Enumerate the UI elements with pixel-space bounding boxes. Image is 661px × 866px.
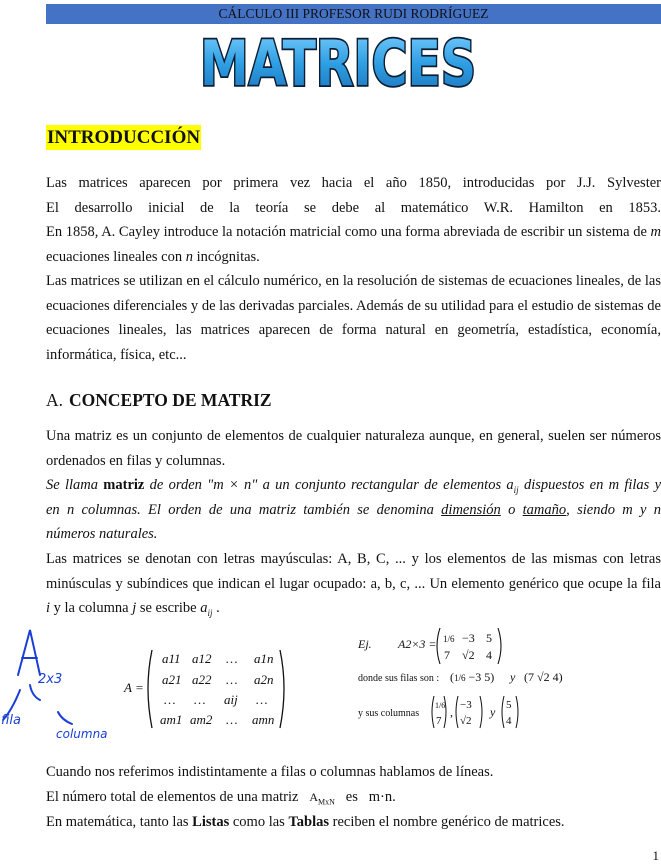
matrix-cell: … (256, 692, 268, 707)
example-cell: 4 (486, 648, 492, 662)
footer-line-1: Cuando nos referimos indistintamente a filas o columnas hablamos de líneas. (46, 764, 494, 780)
svg-text:,: , (450, 705, 453, 719)
matrix-cell: amn (252, 712, 275, 727)
matrix-cell: … (226, 651, 238, 666)
matrix-cell: a1n (254, 651, 274, 666)
matrix-cell: … (226, 672, 238, 687)
example-cell: 5 (486, 631, 492, 645)
matrices-logo (196, 27, 480, 100)
matrix-cell: a22 (192, 672, 212, 687)
example-label: Ej. (358, 637, 372, 651)
example-col-cell: √2 (460, 715, 472, 727)
section-title-concepto: A. CONCEPTO DE MATRIZ (46, 390, 272, 410)
example-col-cell: 1/6 (435, 701, 446, 710)
concept-paragraph-3: Las matrices se denotan con letras mayúsculas: A, B, C, ... y los elementos de las mismas con letras minúsculas y subíndices que indican el lugar ocupado: a, b, c, ... Un elemento genérico que ocupe la fila i y la columna j se escribe $a_{ij}$ . (46, 551, 661, 618)
general-matrix-label: A = (124, 680, 144, 695)
footer-line-3: En matemática, tanto las Listas como las Tablas reciben el nombre genérico de matrices. (46, 814, 565, 830)
matrix-cell: a11 (162, 651, 181, 666)
cols-caption: y sus columnas (358, 708, 420, 719)
example-col-cell: 7 (436, 715, 442, 727)
matrix-cell: aij (224, 692, 238, 707)
intro-title: INTRODUCCIÓN (47, 127, 201, 148)
footer-line-2: El número total de elementos de una matriz $A_{MxN}$ es m·n. (46, 789, 396, 807)
matrix-illustration (0, 620, 661, 750)
example-col-cell: 5 (506, 699, 512, 711)
example-cell: √2 (462, 648, 475, 662)
general-matrix (123, 650, 284, 728)
elements-count-symbol: $A_{MxN}$ (309, 790, 335, 807)
document-header (46, 4, 661, 24)
example-y-2: y (490, 705, 496, 719)
intro-paragraph-1: Las matrices aparecen por primera vez hacia el año 1850, introducidas por J.J. Sylvester El desarrollo inicial de la teoría se debe al matemático W.R. Hamilton en 1853. En 1858, A. Cayley introduce la notación matricial como una forma abreviada de escribir un sistema de m ecuaciones lineales con n incógnitas. (46, 175, 661, 265)
example-cell: −3 (462, 631, 475, 645)
matrix-cell: … (164, 692, 176, 707)
intro-paragraph-2: Las matrices se utilizan en el cálculo numérico, en la resolución de sistemas de ecuaciones lineales, de las ecuaciones diferenciales y de las derivadas parciales. Además de su utilidad para el estudio de sistemas de ecuaciones lineales, las matrices aparecen de forma natural en geometría, estadística, economía, informática, física, etc... (46, 273, 661, 363)
example-col-cell: −3 (460, 699, 472, 711)
concept-paragraph-1: Una matriz es un conjunto de elementos de cualquier naturaleza aunque, en general, suelen ser números ordenados en filas y columnas. (46, 428, 661, 469)
example-row-2: (7 √2 4) (524, 670, 563, 684)
example-row-1: (1/6 −3 5) (450, 670, 495, 684)
matrix-cell: a2n (254, 672, 274, 687)
matrix-cell: … (194, 692, 206, 707)
example-y-1: y (510, 670, 516, 684)
handwritten-dimension: 2x3 (38, 672, 63, 687)
matrix-cell: am1 (160, 712, 183, 727)
header-title: CÁLCULO III PROFESOR RUDI RODRÍGUEZ (218, 6, 489, 21)
logo-text: MATRICES (200, 27, 476, 100)
matrix-cell: a12 (192, 651, 212, 666)
matrix-cell: … (226, 712, 238, 727)
matrix-cell: am2 (190, 712, 213, 727)
handwritten-columna: columna (56, 727, 108, 741)
rows-caption: donde sus filas son : (358, 673, 440, 684)
example-cell: 1/6 (443, 634, 455, 644)
example-name: A2×3 = (398, 637, 437, 651)
example-col-cell: 4 (506, 715, 512, 727)
page-number: 1 (652, 848, 659, 863)
handwritten-fila: fila (1, 713, 21, 728)
example-cell: 7 (444, 648, 450, 662)
matrix-definition: Se llama matriz de orden "m × n" a un conjunto rectangular de elementos $a_{ij}$ dispuestos en m filas y en n columnas. El orden de una matriz también se denomina dimensión o tamaño, siendo m y n números naturales. (46, 477, 661, 542)
example-matrix (357, 628, 563, 728)
matrix-cell: a21 (162, 672, 182, 687)
